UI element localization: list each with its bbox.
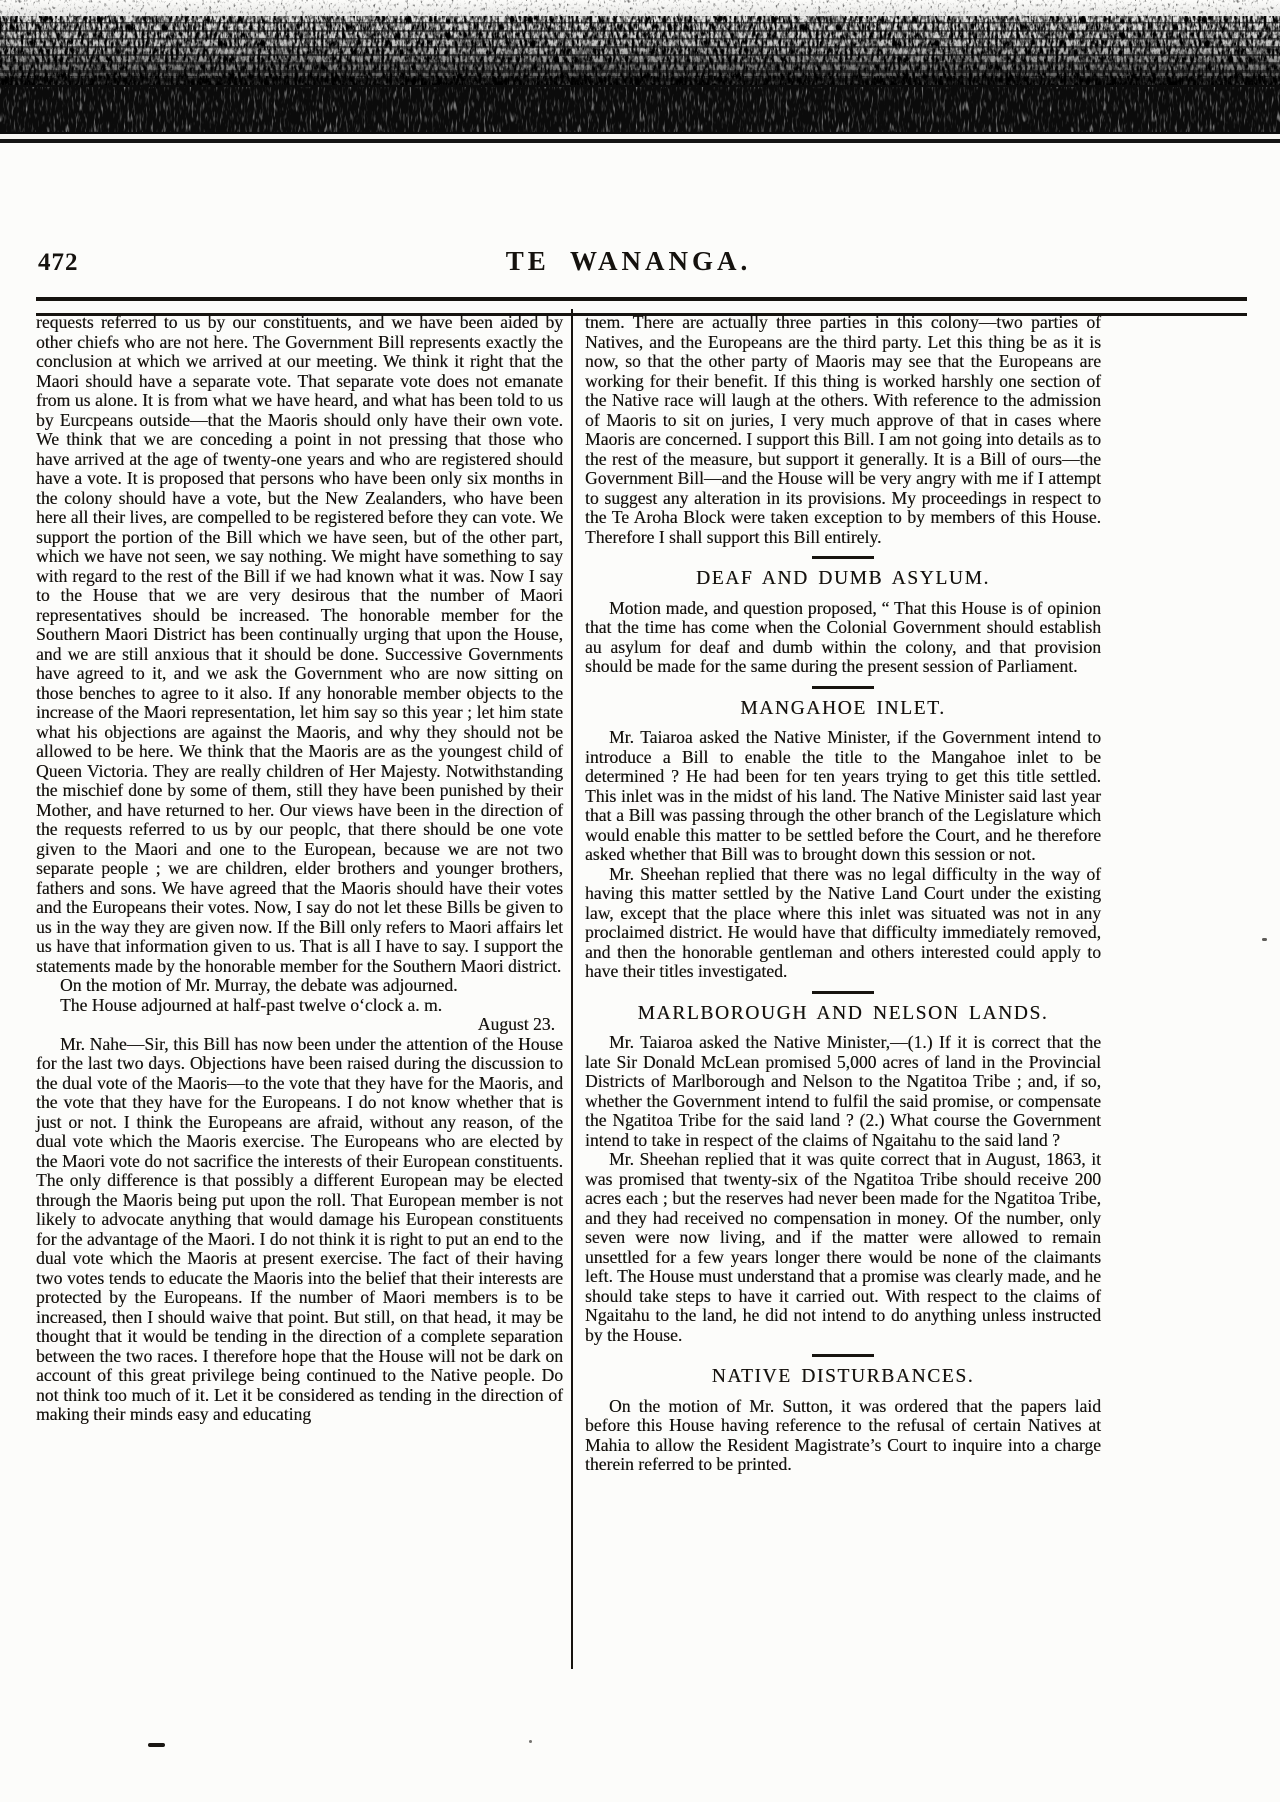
page-header (36, 246, 1221, 280)
scan-noise-texture (0, 0, 1280, 150)
paragraph: Mr. Nahe—Sir, this Bill has now been under the attention of the House for the last two days. Objections have been raised during the discussion to the dual vote of the Maoris—to the vote that they have for the Maoris, and the vote that they have for the Europeans. I do not know whether that is just or not. I think the Europeans are afraid, without any reason, of the dual vote which the Maoris exercise. The Europeans who are elected by the Maori vote do not sacrifice the interests of their European constituents. The only difference is that possibly a different European may be elected through the Maoris being put upon the roll. That European member is not likely to advocate anything that would damage his European constituents for the advantage of the Maori. I do not think it is right to put an end to the dual vote which the Maoris at present exercise. The fact of their having two votes tends to educate the Maoris into the belief that their interests are protected by the Europeans. If the number of Maori members is to be increased, then I should waive that point. But still, on that head, it may be thought that it would be tending in the direction of a complete separation between the two races. I therefore hope that the House will not be dark on account of this great privilege being continued to the Native people. Do not think too much of it. Let it be considered as tending in the direction of making their minds easy and educating (36, 1033, 563, 1424)
section-heading: NATIVE DISTURBANCES. (711, 1366, 975, 1387)
date-line: August 23. (477, 1014, 555, 1034)
paragraph: Mr. Sheehan replied that it was quite correct that in August, 1863, it was promised that twenty-six of the Ngatitoa Tribe should receive 200 acres each ; but the reserves had never been made for the Ngatitoa Tribe, and they had received no compensation in money. Of the number, only seven were now living, and if the matter were allowed to remain unsettled for a few years longer there would be none of the claimants left. The House must understand that a promise was clearly made, and he should take steps to have it carried out. With respect to the claims of Ngaitahu to the land, he did not intend to do anything unless instructed by the House. (585, 1149, 1101, 1345)
section-heading: MARLBOROUGH AND NELSON LANDS. (637, 1002, 1049, 1024)
paragraph: Mr. Taiaroa asked the Native Minister,—(1.) If it is correct that the late Sir Donald McLean promised 5,000 acres of land in the Provincial Districts of Marlborough and Nelson to the Ngatitoa Tribe ; and, if so, whether the Government intend to fulfil the said promise, or compensate the Ngatitoa Tribe for the said land ? (2.) What course the Government intend to take in respect of the claims of Ngaitahu to the said land ? (585, 1032, 1101, 1150)
column-divider-rule (571, 309, 573, 1669)
paragraph: On the motion of Mr. Sutton, it was ordered that the papers laid before this House having reference to the refusal of certain Natives at Mahia to allow the Resident Magistrate’s Court to inquire into a charge therein referred to be printed. (585, 1395, 1101, 1474)
ink-speck (1262, 938, 1267, 941)
masthead-title: TE WANANGA. (505, 246, 752, 276)
page-number: 472 (38, 249, 79, 276)
paragraph: Motion made, and question proposed, “ That this House is of opinion that the time has come when the Colonial Government should establish au asylum for deaf and dumb within the colony, and that provision should be made for the same during the present session of Parliament. (585, 597, 1101, 676)
paragraph: Mr. Sheehan replied that there was no legal difficulty in the way of having this matter settled by the Native Land Court under the existing law, except that the place where this inlet was situated was not in any proclaimed district. He would have that difficulty immediately removed, and then the honorable gentleman and others interested could apply to have their titles investigated. (585, 863, 1101, 981)
right-column (585, 313, 1101, 1475)
section-heading: MANGAHOE INLET. (740, 697, 946, 719)
paragraph: tnem. There are actually three parties in this colony—two parties of Natives, and the Europeans are the third party. Let this thing be as it is now, so that the other party of Maoris may see that the Europeans are working for their benefit. If this thing is worked harshly one section of the Native race will laugh at the others. With reference to the admission of Maoris to sit on juries, I very much approve of that in cases where Maoris are concerned. I support this Bill. I am not going into details as to the rest of the measure, but support it generally. It is a Bill of ours—the Government Bill—and the House will be very angry with me if I attempt to suggest any alteration in its provisions. My proceedings in respect to the Te Aroha Block were taken exception to by members of this House. Therefore I shall support this Bill entirely. (585, 312, 1101, 547)
scan-artifact-band (0, 0, 1280, 150)
ink-speck (529, 1740, 532, 1743)
section-divider-rule (812, 686, 874, 689)
left-column (36, 313, 563, 1425)
paragraph: On the motion of Mr. Murray, the debate was adjourned. (60, 975, 458, 995)
section-heading: DEAF AND DUMB ASYLUM. (696, 568, 990, 589)
section-divider-rule (812, 991, 874, 994)
paragraph: The House adjourned at half-past twelve o‘clock a. m. (60, 994, 443, 1015)
section-divider-rule (812, 1354, 874, 1357)
paragraph: requests referred to us by our constituents, and we have been aided by other chiefs who are not here. The Government Bill represents exactly the conclusion at which we arrived at our meeting. We think it right that the Maori should have a separate vote. That separate vote does not emanate from us alone. It is from what we have heard, and what has been told to us by Eurcpeans outside—that the Maoris should only have their own vote. We think that we are conceding a point in not pressing that those who have arrived at the age of twenty-one years and who are registered should have a vote. It is proposed that persons who have been only six months in the colony should have a vote, but the New Zealanders, who have been here all their lives, are compelled to be registered before they can vote. We support the portion of the Bill which we have seen, but of the other part, which we have not seen, we say nothing. We might have something to say with regard to the rest of the Bill if we had known what it was. Now I say to the House that we are very desirous that the number of Maori representatives should be increased. The honorable member for the Southern Maori District has been continually urging that upon the House, and we are still anxious that it should be done. Successive Governments have agreed to it, and we ask the Government who are now sitting on those benches to agree to it also. If any honorable member objects to the increase of the Maori representation, let him say so this year ; let him state what his objections are against the Maoris, and why they should not be allowed to be here. We think that the Maoris are as the youngest child of Queen Victoria. They are really children of Her Majesty. Notwithstanding the mischief done by some of them, still they have been punished by their Mother, and have returned to her. Our views have been in the direction of the requests referred to us by our peoplc, that there should be one vote given to the Maori and one to the European, because we are not two separate people ; we are children, elder brothers and younger brothers, fathers and sons. We have agreed that the Maoris should have their votes and the Europeans their votes. Now, I say do not let these Bills be given to us in the way they are given now. If the Bill only refers to Maori affairs let us have that information given to us. That is all I have to say. I support the statements made by the honorable member for the Southern Maori district. (36, 312, 563, 976)
section-divider-rule (812, 556, 874, 559)
ink-speck (148, 1743, 165, 1747)
paragraph: Mr. Taiaroa asked the Native Minister, if the Government intend to introduce a Bill to enable the title to the Mangahoe inlet to be determined ? He had been for ten years trying to get this title settled. This inlet was in the midst of his land. The Native Minister said last year that a Bill was passing through the other branch of the Legislature which would enable this matter to be settled before the Court, and he therefore asked whether that Bill was to brought down this session or not. (585, 727, 1101, 864)
